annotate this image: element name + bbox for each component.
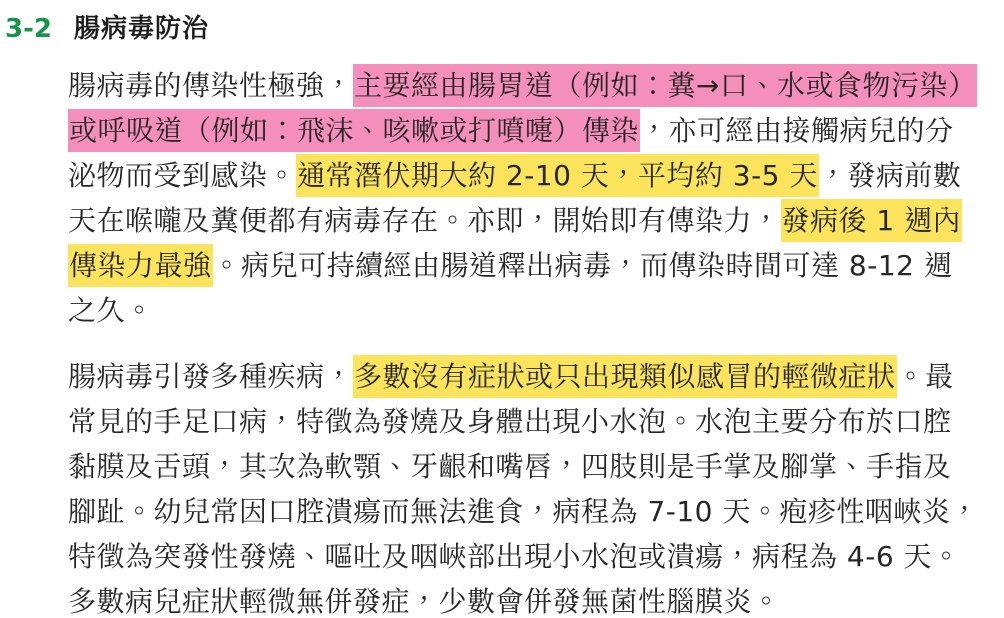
text-run: 。病兒可持續經由腸道釋出病毒，而傳染時間可達 8-12 週 [212,249,953,282]
text-run: 黏膜及舌頭，其次為軟顎、牙齦和嘴唇，四肢則是手掌及腳掌、手指及 [68,450,952,483]
text-line [68,63,1004,108]
paragraph [68,63,1004,333]
text-line [68,534,1004,579]
text-line [68,108,1004,153]
text-run: 腳趾。幼兒常因口腔潰瘍而無法進食，病程為 7-10 天。疱疹性咽峽炎， [68,495,979,528]
text-line [68,243,1004,288]
text-run: ，亦可經由接觸病兒的分 [640,114,954,147]
document-body [0,45,1004,618]
section-title: 腸病毒防治 [73,14,209,44]
text-run: 常見的手足口病，特徵為發燒及身體出現小水泡。水泡主要分布於口腔 [68,405,952,438]
text-run: 泌物而受到感染。 [68,159,297,192]
text-line [68,444,1004,489]
text-run: 特徵為突發性發燒、嘔吐及咽峽部出現小水泡或潰瘍，病程為 4-6 天。 [68,540,961,573]
text-run: ，發病前數 [818,159,962,192]
text-run: 天在喉嚨及糞便都有病毒存在。亦即，開始即有傳染力， [68,204,781,237]
section-number: 3-2 [5,14,52,44]
section-heading [0,0,1004,45]
paragraph [68,354,1004,618]
pink-highlighted-text: 主要經由腸胃道（例如：糞→口、水或食物污染） [353,64,977,107]
text-line [68,399,1004,444]
yellow-highlighted-text: 傳染力最強 [68,244,213,287]
text-run: 。最 [896,360,954,393]
text-run: 腸病毒的傳染性極強， [68,69,354,102]
yellow-highlighted-text: 通常潛伏期大約 2-10 天，平均約 3-5 天 [296,154,819,197]
text-run: 多數病兒症狀輕微無併發症，少數會併發無菌性腦膜炎。 [68,585,781,618]
text-run: 之久。 [68,294,154,327]
text-line [68,354,1004,399]
text-line [68,153,1004,198]
text-run: 腸病毒引發多種疾病， [68,360,354,393]
yellow-highlighted-text: 多數沒有症狀或只出現類似感冒的輕微症狀 [353,355,897,398]
text-line [68,579,1004,618]
text-line [68,198,1004,243]
text-line [68,288,1004,333]
pink-highlighted-text: 或呼吸道（例如：飛沫、咳嗽或打噴嚏）傳染 [68,109,640,152]
text-line [68,489,1004,534]
yellow-highlighted-text: 發病後 1 週內 [781,199,963,242]
